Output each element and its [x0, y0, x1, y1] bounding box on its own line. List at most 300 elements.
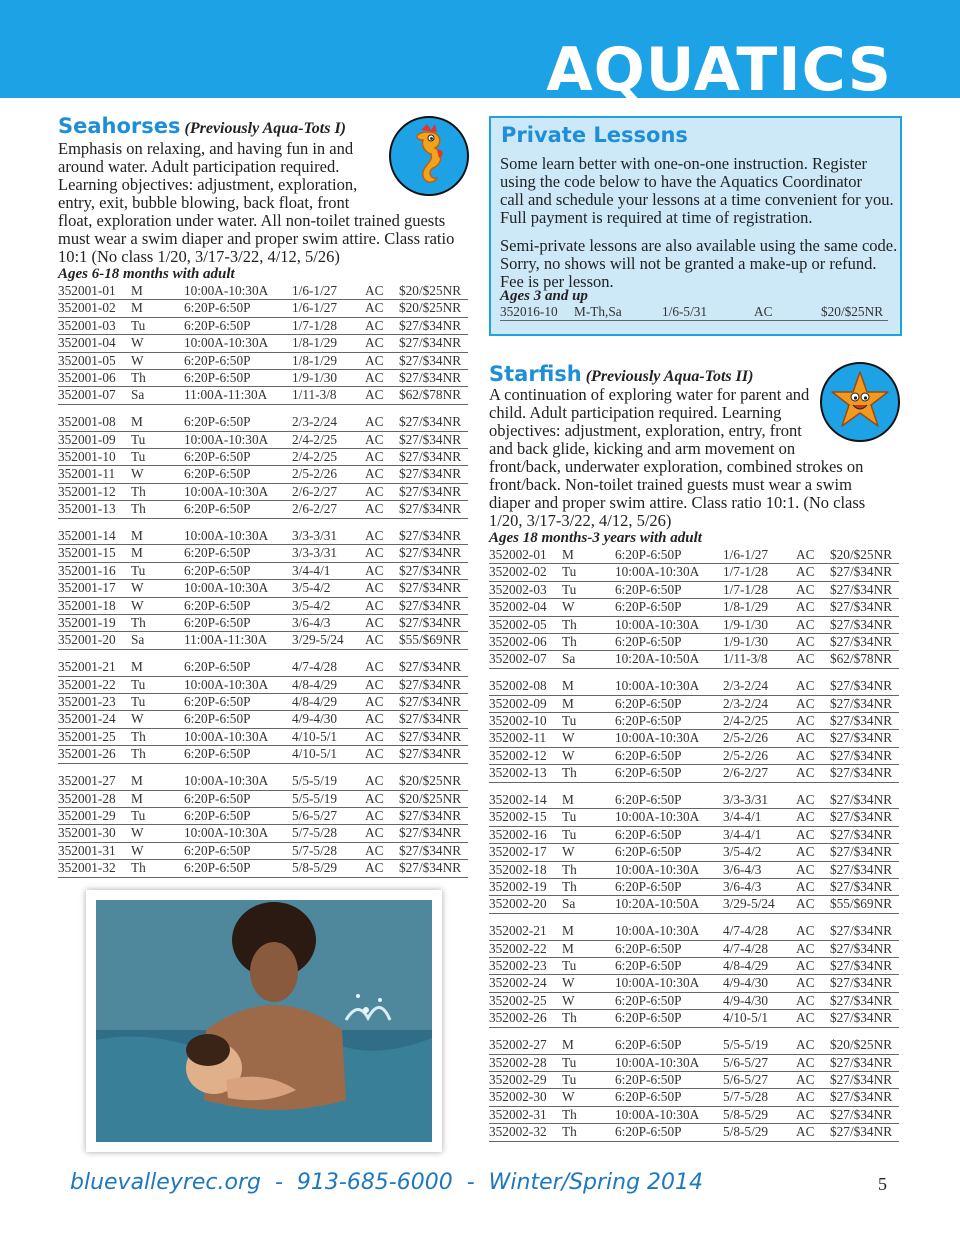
course-time: 6:20P-6:50P	[615, 581, 682, 597]
course-code: 352002-24	[489, 975, 547, 991]
course-day: W	[131, 580, 144, 596]
text-line: A continuation of exploring water for parent and	[489, 385, 810, 404]
course-fee: $27/$34NR	[830, 730, 893, 746]
course-day: Sa	[562, 651, 576, 667]
course-fee: $27/$34NR	[830, 678, 893, 694]
private-lessons-title: Private Lessons	[501, 123, 688, 147]
course-day: Tu	[562, 809, 577, 825]
seahorses-schedule	[58, 283, 468, 878]
schedule-row	[58, 449, 468, 466]
text-line: child. Adult participation required. Learning	[489, 403, 782, 422]
course-day: Tu	[562, 826, 577, 842]
schedule-row	[58, 387, 468, 404]
course-dates: 4/9-4/30	[723, 992, 769, 1008]
course-location: AC	[365, 597, 384, 613]
course-code: 352002-29	[489, 1071, 547, 1087]
starfish-ages: Ages 18 months-3 years with adult	[489, 530, 702, 546]
course-fee: $27/$34NR	[399, 728, 462, 744]
schedule-row	[489, 564, 899, 581]
course-code: 352001-11	[58, 466, 116, 482]
course-day: Th	[131, 860, 146, 876]
course-dates: 4/7-4/28	[723, 940, 769, 956]
course-location: AC	[365, 483, 384, 499]
course-code: 352001-08	[58, 414, 116, 430]
course-fee: $27/$34NR	[830, 581, 893, 597]
course-time: 6:20P-6:50P	[184, 545, 251, 561]
course-day: M	[562, 547, 574, 562]
course-day: Tu	[131, 807, 146, 823]
course-dates: 5/5-5/19	[723, 1037, 769, 1053]
course-day: Tu	[562, 564, 577, 580]
course-dates: 2/6-2/27	[292, 501, 338, 517]
course-day: M	[562, 695, 574, 711]
schedule-row	[58, 545, 468, 562]
course-fee: $27/$34NR	[830, 879, 893, 895]
course-day: W	[131, 597, 144, 613]
course-day: M	[562, 923, 574, 939]
schedule-row	[58, 484, 468, 501]
course-location: AC	[365, 369, 384, 385]
course-dates: 2/6-2/27	[723, 765, 769, 781]
schedule-row	[489, 993, 899, 1010]
course-day: M	[131, 528, 143, 544]
course-dates: 3/29-5/24	[292, 632, 344, 648]
course-code: 352002-05	[489, 616, 547, 632]
course-fee: $27/$34NR	[399, 528, 462, 544]
course-fee: $27/$34NR	[399, 317, 462, 333]
course-time: 6:20P-6:50P	[184, 317, 251, 333]
course-day: Th	[562, 765, 577, 781]
course-time: 6:20P-6:50P	[615, 1071, 682, 1087]
schedule-row	[58, 843, 468, 860]
text-line: 1/20, 3/17-3/22, 4/12, 5/26)	[489, 511, 672, 530]
course-time: 10:00A-10:30A	[184, 335, 269, 351]
course-location: AC	[365, 807, 384, 823]
course-dates: 3/6-4/3	[723, 879, 762, 895]
schedule-row	[489, 879, 899, 896]
schedule-row	[58, 501, 468, 518]
course-dates: 1/8-1/29	[292, 352, 338, 368]
course-code: 352001-02	[58, 300, 116, 316]
course-time: 10:00A-10:30A	[184, 773, 269, 789]
course-location: AC	[365, 842, 384, 858]
course-location: AC	[365, 449, 384, 465]
text-line: Semi-private lessons are also available using the same code.	[500, 236, 898, 255]
course-dates: 3/4-4/1	[723, 826, 762, 842]
course-time: 10:00A-10:30A	[615, 861, 700, 877]
course-code: 352001-01	[58, 283, 116, 298]
text-line: Learning objectives: adjustment, exploration,	[58, 175, 358, 194]
course-fee: $27/$34NR	[399, 597, 462, 613]
course-day: Th	[562, 861, 577, 877]
course-fee: $27/$34NR	[830, 1071, 893, 1087]
course-dates: 3/3-3/31	[292, 528, 338, 544]
course-day: W	[562, 730, 575, 746]
course-location: AC	[796, 992, 815, 1008]
course-fee: $27/$34NR	[830, 695, 893, 711]
course-fee: $27/$34NR	[830, 765, 893, 781]
course-day: Tu	[131, 694, 146, 710]
course-fee: $27/$34NR	[399, 694, 462, 710]
course-code: 352002-28	[489, 1054, 547, 1070]
course-code: 352001-29	[58, 807, 116, 823]
course-dates: 5/6-5/27	[723, 1054, 769, 1070]
course-time: 6:20P-6:50P	[184, 860, 251, 876]
schedule-row	[58, 563, 468, 580]
course-code: 352002-31	[489, 1106, 547, 1122]
course-time: 10:00A-10:30A	[184, 580, 269, 596]
course-fee: $27/$34NR	[399, 842, 462, 858]
course-code: 352001-05	[58, 352, 116, 368]
course-location: AC	[365, 825, 384, 841]
course-dates: 1/11-3/8	[292, 387, 337, 403]
course-location: AC	[796, 564, 815, 580]
course-day: W	[562, 599, 575, 615]
course-fee: $27/$34NR	[399, 352, 462, 368]
course-time: 6:20P-6:50P	[184, 597, 251, 613]
course-dates: 3/6-4/3	[723, 861, 762, 877]
course-time: 6:20P-6:50P	[615, 1124, 682, 1140]
course-day: Sa	[131, 387, 145, 403]
schedule-row	[58, 615, 468, 632]
course-day: W	[562, 747, 575, 763]
text-line: Full payment is required at time of registration.	[500, 208, 813, 227]
course-fee: $27/$34NR	[399, 746, 462, 762]
course-day: M	[131, 300, 143, 316]
course-day: Th	[562, 879, 577, 895]
course-dates: 2/3-2/24	[723, 695, 769, 711]
course-fee: $27/$34NR	[399, 483, 462, 499]
course-code: 352001-12	[58, 483, 116, 499]
course-day: Tu	[562, 958, 577, 974]
course-fee: $20/$25NR	[399, 790, 462, 806]
course-location: AC	[796, 547, 815, 562]
course-location: AC	[365, 352, 384, 368]
text-line: front/back, underwater exploration, combined strokes on	[489, 457, 864, 476]
course-location: AC	[365, 414, 384, 430]
course-location: AC	[365, 387, 384, 403]
course-fee: $62/$78NR	[399, 387, 462, 403]
course-dates: 1/6-1/27	[723, 547, 769, 562]
course-day: Tu	[131, 317, 146, 333]
course-location: AC	[796, 923, 815, 939]
course-code: 352002-14	[489, 792, 547, 808]
course-time: 6:20P-6:50P	[615, 547, 682, 562]
course-time: 6:20P-6:50P	[615, 940, 682, 956]
page-number: 5	[878, 1174, 887, 1194]
schedule-row	[489, 958, 899, 975]
course-fee: $27/$34NR	[399, 860, 462, 876]
course-day: M	[562, 940, 574, 956]
group-spacer	[489, 669, 899, 679]
course-dates: 1/6-5/31	[662, 304, 708, 319]
course-dates: 3/5-4/2	[292, 580, 331, 596]
course-fee: $27/$34NR	[830, 599, 893, 615]
schedule-row	[489, 844, 899, 861]
course-fee: $20/$25NR	[399, 283, 462, 298]
schedule-row	[58, 598, 468, 615]
starfish-schedule	[489, 547, 899, 1142]
course-code: 352001-19	[58, 615, 116, 631]
schedule-row	[58, 283, 468, 300]
text-line: objectives: adjustment, exploration, entry, front	[489, 421, 802, 440]
course-location: AC	[796, 844, 815, 860]
schedule-row	[58, 773, 468, 790]
course-dates: 2/5-2/26	[723, 730, 769, 746]
course-day: W	[131, 825, 144, 841]
course-time: 10:00A-10:30A	[184, 528, 269, 544]
course-code: 352001-07	[58, 387, 116, 403]
course-fee: $27/$34NR	[399, 580, 462, 596]
course-location: AC	[365, 528, 384, 544]
course-day: Sa	[562, 896, 576, 912]
course-location: AC	[796, 747, 815, 763]
course-time: 6:20P-6:50P	[615, 826, 682, 842]
course-dates: 3/5-4/2	[723, 844, 762, 860]
course-fee: $27/$34NR	[830, 861, 893, 877]
course-day: Th	[131, 501, 146, 517]
course-dates: 1/11-3/8	[723, 651, 768, 667]
course-fee: $27/$34NR	[830, 826, 893, 842]
course-fee: $27/$34NR	[830, 564, 893, 580]
course-location: AC	[365, 300, 384, 316]
course-location: AC	[796, 1089, 815, 1105]
course-dates: 2/3-2/24	[292, 414, 338, 430]
starfish-subtitle: (Previously Aqua-Tots II)	[585, 368, 754, 385]
course-day: W	[562, 992, 575, 1008]
schedule-row	[489, 975, 899, 992]
course-location: AC	[365, 676, 384, 692]
private-lessons-semi	[500, 237, 900, 291]
text-line: call and schedule your lessons at a time convenient for you.	[500, 190, 894, 209]
course-dates: 2/5-2/26	[723, 747, 769, 763]
text-line: around water. Adult participation required.	[58, 157, 340, 176]
schedule-row	[489, 696, 899, 713]
course-fee: $27/$34NR	[830, 1124, 893, 1140]
course-time: 10:00A-10:30A	[184, 728, 269, 744]
course-code: 352001-31	[58, 842, 116, 858]
course-time: 11:00A-11:30A	[184, 387, 268, 403]
schedule-row	[489, 1124, 899, 1141]
schedule-row	[489, 923, 899, 940]
course-code: 352001-09	[58, 431, 116, 447]
course-code: 352001-24	[58, 711, 116, 727]
group-spacer	[489, 914, 899, 924]
course-day: M	[131, 545, 143, 561]
course-dates: 1/8-1/29	[292, 335, 338, 351]
course-fee: $27/$34NR	[399, 825, 462, 841]
course-code: 352002-03	[489, 581, 547, 597]
course-time: 6:20P-6:50P	[184, 300, 251, 316]
course-day: M	[131, 790, 143, 806]
schedule-row	[489, 896, 899, 913]
course-day: M	[562, 678, 574, 694]
course-fee: $27/$34NR	[830, 713, 893, 729]
course-fee: $27/$34NR	[399, 676, 462, 692]
course-time: 6:20P-6:50P	[615, 792, 682, 808]
course-dates: 5/6-5/27	[723, 1071, 769, 1087]
course-code: 352001-06	[58, 369, 116, 385]
private-lessons-ages: Ages 3 and up	[500, 288, 588, 304]
course-fee: $20/$25NR	[830, 1037, 893, 1053]
course-time: 6:20P-6:50P	[184, 842, 251, 858]
course-code: 352002-11	[489, 730, 547, 746]
schedule-row	[489, 1010, 899, 1027]
course-dates: 1/7-1/28	[723, 581, 769, 597]
schedule-row	[489, 809, 899, 826]
course-code: 352002-27	[489, 1037, 547, 1053]
course-location: AC	[365, 790, 384, 806]
text-line: float, exploration under water. All non-toilet trained guests	[58, 211, 446, 230]
course-code: 352002-30	[489, 1089, 547, 1105]
course-day: M	[131, 659, 143, 675]
course-fee: $27/$34NR	[830, 747, 893, 763]
course-dates: 1/8-1/29	[723, 599, 769, 615]
schedule-row	[58, 318, 468, 335]
seahorses-ages: Ages 6-18 months with adult	[58, 266, 235, 282]
course-code: 352002-32	[489, 1124, 547, 1140]
course-dates: 5/8-5/29	[723, 1106, 769, 1122]
course-time: 6:20P-6:50P	[184, 746, 251, 762]
group-spacer	[58, 519, 468, 529]
group-spacer	[58, 405, 468, 415]
course-code: 352001-21	[58, 659, 116, 675]
course-day: Sa	[131, 632, 145, 648]
course-dates: 1/9-1/30	[292, 369, 338, 385]
course-fee: $27/$34NR	[399, 711, 462, 727]
schedule-row	[489, 617, 899, 634]
course-location: AC	[796, 695, 815, 711]
course-time: 6:20P-6:50P	[615, 958, 682, 974]
course-time: 6:20P-6:50P	[184, 711, 251, 727]
course-location: AC	[796, 861, 815, 877]
course-code: 352001-22	[58, 676, 116, 692]
course-dates: 5/7-5/28	[723, 1089, 769, 1105]
course-time: 10:00A-10:30A	[184, 483, 269, 499]
schedule-row	[489, 730, 899, 747]
course-location: AC	[796, 730, 815, 746]
course-time: 6:20P-6:50P	[615, 713, 682, 729]
text-line: diaper and proper swim attire. Class ratio 10:1. (No class	[489, 493, 866, 512]
schedule-row	[58, 353, 468, 370]
course-day: Th	[131, 728, 146, 744]
course-time: 6:20P-6:50P	[615, 695, 682, 711]
course-day: M	[131, 283, 143, 298]
course-fee: $27/$34NR	[399, 449, 462, 465]
course-fee: $27/$34NR	[830, 792, 893, 808]
course-fee: $20/$25NR	[399, 773, 462, 789]
course-time: 6:20P-6:50P	[615, 747, 682, 763]
course-code: 352002-01	[489, 547, 547, 562]
course-time: 6:20P-6:50P	[615, 992, 682, 1008]
schedule-row	[489, 651, 899, 668]
course-time: 6:20P-6:50P	[184, 694, 251, 710]
course-time: 10:00A-10:30A	[615, 678, 700, 694]
course-time: 6:20P-6:50P	[615, 879, 682, 895]
course-fee: $27/$34NR	[830, 1106, 893, 1122]
course-time: 10:00A-10:30A	[615, 616, 700, 632]
course-dates: 3/4-4/1	[292, 562, 331, 578]
course-code: 352001-10	[58, 449, 116, 465]
course-fee: $27/$34NR	[830, 992, 893, 1008]
course-time: 10:00A-10:30A	[615, 975, 700, 991]
course-location: AC	[365, 615, 384, 631]
course-dates: 2/4-2/25	[723, 713, 769, 729]
group-spacer	[58, 650, 468, 660]
course-fee: $27/$34NR	[399, 369, 462, 385]
course-day: Th	[562, 1124, 577, 1140]
course-location: AC	[796, 713, 815, 729]
course-time: 11:00A-11:30A	[184, 632, 268, 648]
course-dates: 5/6-5/27	[292, 807, 338, 823]
course-time: 6:20P-6:50P	[615, 633, 682, 649]
course-fee: $20/$25NR	[821, 304, 884, 319]
course-fee: $20/$25NR	[399, 300, 462, 316]
course-day: Tu	[562, 713, 577, 729]
course-dates: 2/4-2/25	[292, 431, 338, 447]
course-code: 352016-10	[500, 304, 558, 319]
course-dates: 1/6-1/27	[292, 300, 338, 316]
course-day: W	[562, 1089, 575, 1105]
course-location: AC	[796, 792, 815, 808]
course-time: 10:20A-10:50A	[615, 651, 700, 667]
course-location: AC	[365, 728, 384, 744]
course-time: 6:20P-6:50P	[184, 466, 251, 482]
course-code: 352001-03	[58, 317, 116, 333]
course-fee: $55/$69NR	[399, 632, 462, 648]
private-lessons-intro	[500, 155, 900, 227]
course-code: 352002-07	[489, 651, 547, 667]
course-day: W	[131, 842, 144, 858]
schedule-row	[489, 1089, 899, 1106]
schedule-row	[489, 678, 899, 695]
course-dates: 3/4-4/1	[723, 809, 762, 825]
course-day: W	[131, 352, 144, 368]
text-line: using the code below to have the Aquatics Coordinator	[500, 172, 863, 191]
course-dates: 4/9-4/30	[292, 711, 338, 727]
course-day: Th	[131, 369, 146, 385]
course-day: Tu	[562, 1054, 577, 1070]
course-time: 6:20P-6:50P	[184, 659, 251, 675]
course-location: AC	[365, 431, 384, 447]
course-dates: 1/9-1/30	[723, 633, 769, 649]
course-day: W	[131, 466, 144, 482]
course-day: Tu	[562, 1071, 577, 1087]
course-fee: $55/$69NR	[830, 896, 893, 912]
course-location: AC	[796, 1010, 815, 1026]
course-code: 352001-14	[58, 528, 116, 544]
course-dates: 3/3-3/31	[723, 792, 769, 808]
course-day: M	[562, 1037, 574, 1053]
course-day: M	[131, 414, 143, 430]
course-day: Th	[562, 633, 577, 649]
schedule-row	[58, 335, 468, 352]
course-location: AC	[365, 562, 384, 578]
course-day: Th	[562, 1010, 577, 1026]
course-code: 352002-20	[489, 896, 547, 912]
course-location: AC	[365, 773, 384, 789]
course-dates: 2/4-2/25	[292, 449, 338, 465]
course-day: Tu	[131, 449, 146, 465]
course-dates: 4/7-4/28	[723, 923, 769, 939]
seahorses-section	[58, 114, 468, 878]
course-code: 352001-16	[58, 562, 116, 578]
starfish-icon	[820, 362, 900, 442]
schedule-row	[489, 748, 899, 765]
schedule-row	[489, 634, 899, 651]
schedule-row	[489, 1037, 899, 1054]
course-location: AC	[796, 879, 815, 895]
